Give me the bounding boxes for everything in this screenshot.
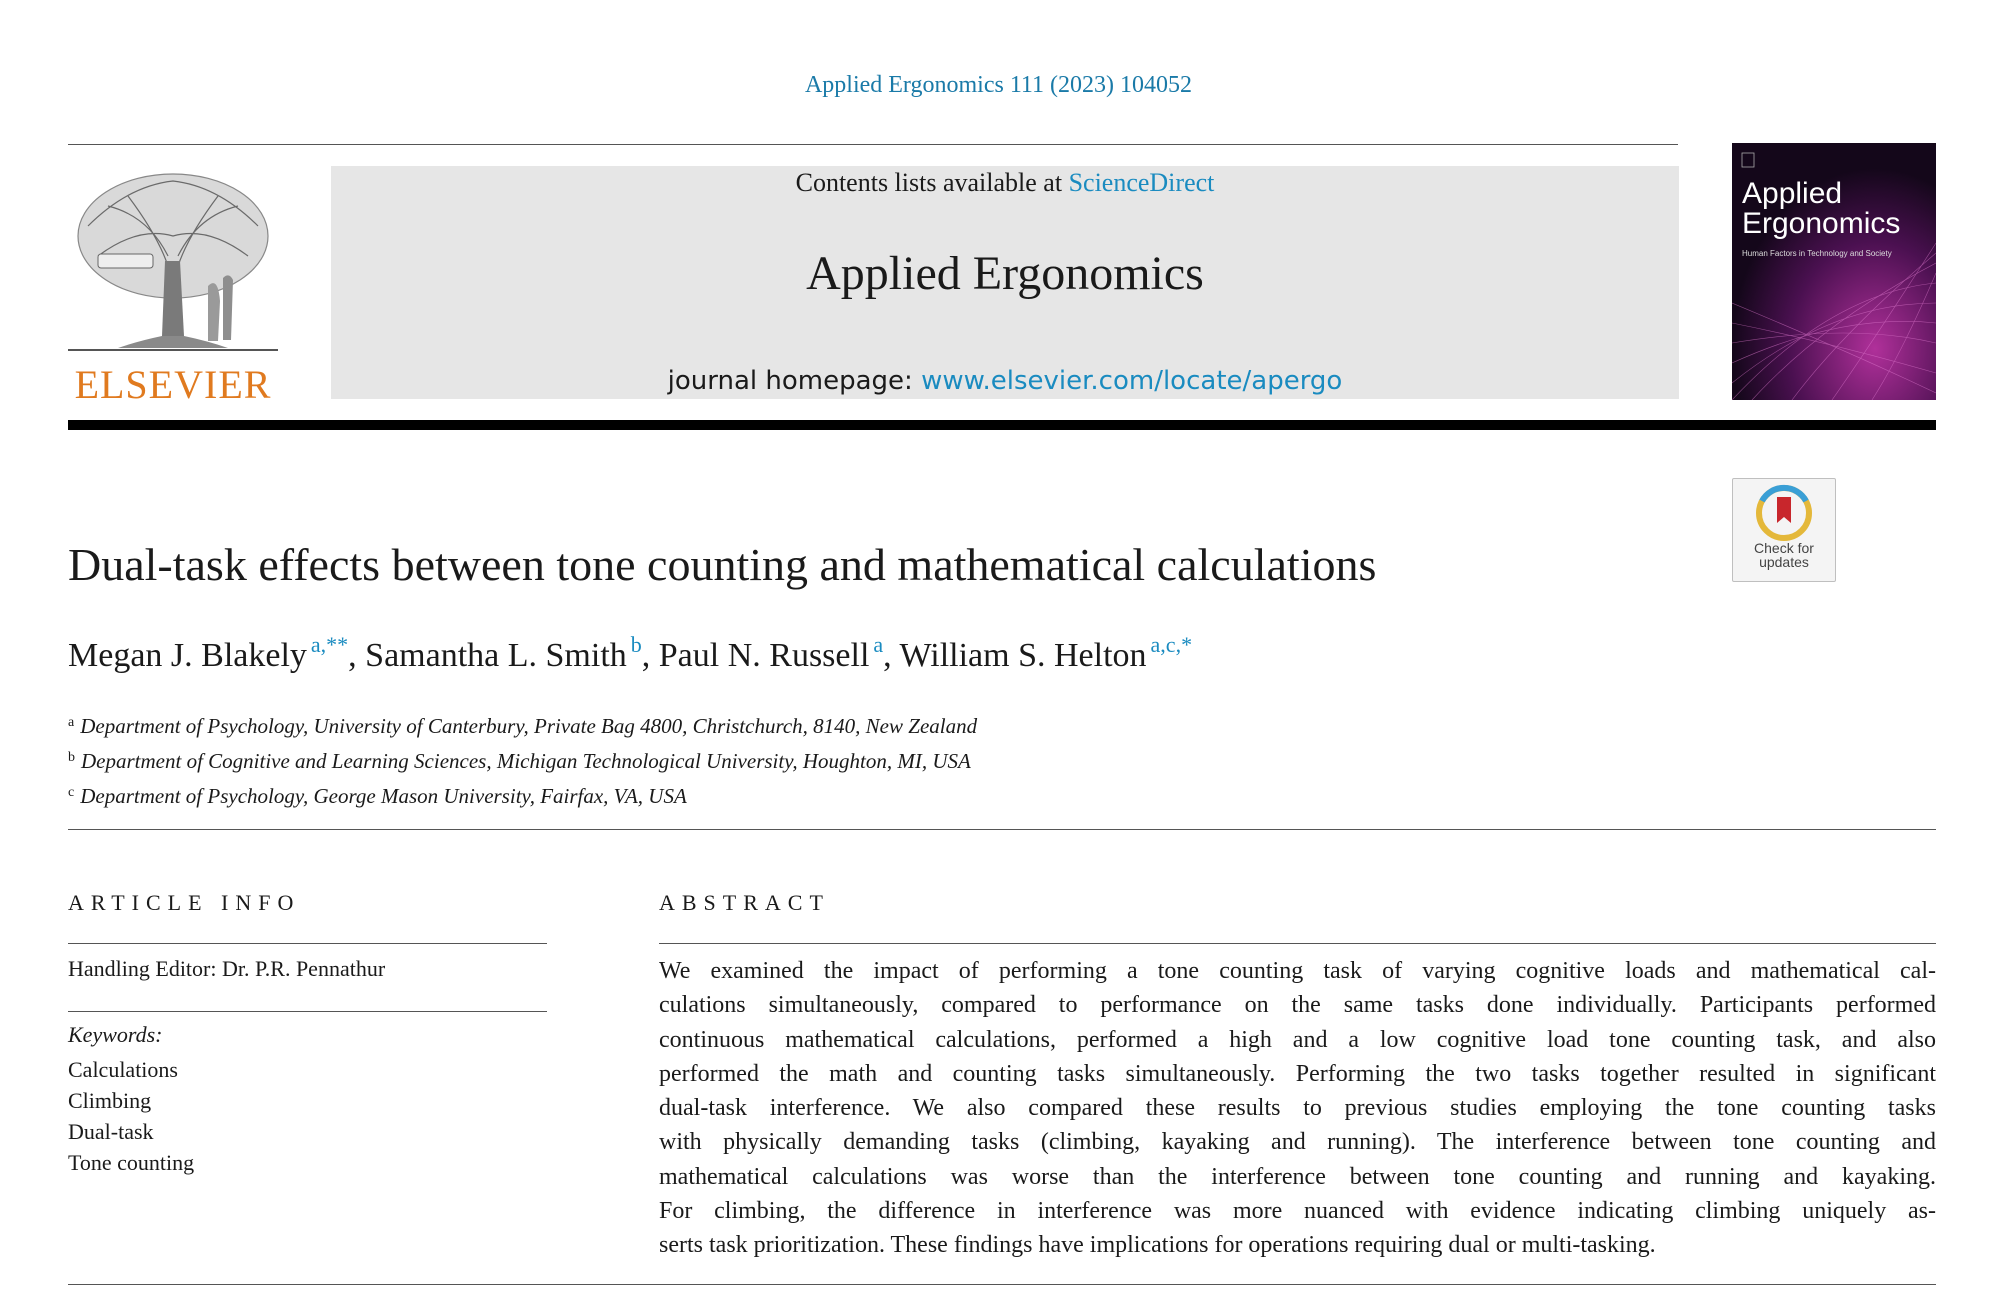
abstract-line: performed the math and counting tasks simultaneously. Performing the two tasks together resulted in significant [659,1060,1936,1087]
cover-title [1742,179,1900,239]
check-updates-line1: Check for [1754,540,1814,556]
abstract-rule [659,943,1936,944]
journal-citation[interactable] [0,72,1997,99]
check-updates-line2: updates [1759,554,1809,570]
affiliation-text: Department of Cognitive and Learning Sciences, Michigan Technological University, Houghton, MI, USA [81,749,971,773]
header-thick-rule [68,420,1936,430]
keywords-list [68,1054,194,1178]
cover-title-line1: Applied [1742,177,1843,210]
abstract-line: dual-task interference. We also compared these results to previous studies employing the tone counting tasks [659,1095,1936,1122]
author-name[interactable]: Megan J. Blakely [68,637,307,674]
author-marks[interactable]: a [873,632,884,657]
affiliation-item [68,707,977,742]
abstract-line: continuous mathematical calculations, performed a high and a low cognitive load tone counting task, and also [659,1026,1936,1053]
abstract-text [659,954,1936,1263]
keywords-label: Keywords: [68,1022,163,1047]
sciencedirect-link[interactable]: ScienceDirect [1068,168,1215,197]
abstract-line: For climbing, the difference in interference was more nuanced with evidence indicating climbing uniquely as- [659,1198,1936,1225]
abstract-line: culations simultaneously, compared to performance on the same tasks done individually. Participants performed [659,992,1936,1019]
author-marks[interactable]: a,c,* [1150,632,1193,657]
author-list: Megan J. Blakely $^{a,**}$, Samantha L. Smith $^b$, Paul N. Russell $^a$, William S. Helton $^{a,c,*}$ [68,632,1193,674]
journal-name: Applied Ergonomics [806,247,1204,300]
abstract-heading: ABSTRACT [659,890,830,915]
homepage-prefix: journal homepage: [667,366,922,396]
author-marks[interactable]: b [630,632,642,657]
citation-link[interactable]: Applied Ergonomics 111 (2023) 104052 [804,72,1193,98]
abstract-line: with physically demanding tasks (climbing, kayaking and running). The interference between tone counting and [659,1129,1936,1156]
article-info-rule-2 [68,1011,547,1012]
cover-title-line2: Ergonomics [1742,207,1901,240]
check-updates-icon [1733,483,1835,543]
affiliation-text: Department of Psychology, University of Canterbury, Private Bag 4800, Christchurch, 8140, New Zealand [80,714,978,738]
abstract-line: We examined the impact of performing a tone counting task of varying cognitive loads and mathematical cal- [659,958,1936,984]
affiliation-mark: b [68,750,75,765]
journal-cover[interactable] [1732,143,1936,400]
affiliations [68,707,977,812]
elsevier-wordmark: ELSEVIER [74,362,272,407]
handling-editor: Handling Editor: Dr. P.R. Pennathur [68,956,386,981]
elsevier-tree-icon [68,166,278,356]
author-name[interactable]: Samantha L. Smith [365,637,627,674]
check-updates-label [1733,541,1835,569]
affiliation-item [68,742,977,777]
affiliation-item [68,777,977,812]
affiliation-mark: c [68,785,75,800]
abstract-line: mathematical calculations was worse than the interference between tone counting and running and kayaking. [659,1163,1936,1190]
journal-masthead [331,166,1679,399]
abstract-line: serts task prioritization. These findings have implications for operations requiring dual or multi-tasking. [659,1232,1656,1259]
section-rule [68,829,1936,830]
article-info-rule-1 [68,943,547,944]
author-name[interactable]: Paul N. Russell [658,637,870,674]
check-for-updates-button[interactable] [1732,478,1836,582]
keyword-item: Dual-task [68,1119,154,1144]
affiliation-text: Department of Psychology, George Mason University, Fairfax, VA, USA [80,784,687,808]
homepage-link[interactable]: www.elsevier.com/locate/apergo [921,366,1343,396]
article-title: Dual-task effects between tone counting and mathematical calculations [68,539,1377,590]
affiliation-mark: a [68,715,75,730]
author-marks[interactable]: a,** [310,632,349,657]
keyword-item: Tone counting [68,1150,195,1175]
homepage-line [331,366,1679,396]
keyword-item: Calculations [68,1057,178,1082]
cover-subtitle: Human Factors in Technology and Society [1742,249,1892,258]
bottom-rule [68,1284,1936,1285]
author-name[interactable]: William S. Helton [899,637,1147,674]
contents-line [331,166,1679,200]
keyword-item: Climbing [68,1088,152,1113]
article-info-heading: ARTICLE INFO [68,890,301,915]
elsevier-logo[interactable] [68,166,278,406]
contents-prefix: Contents lists available at [795,168,1069,197]
top-rule [68,144,1678,145]
